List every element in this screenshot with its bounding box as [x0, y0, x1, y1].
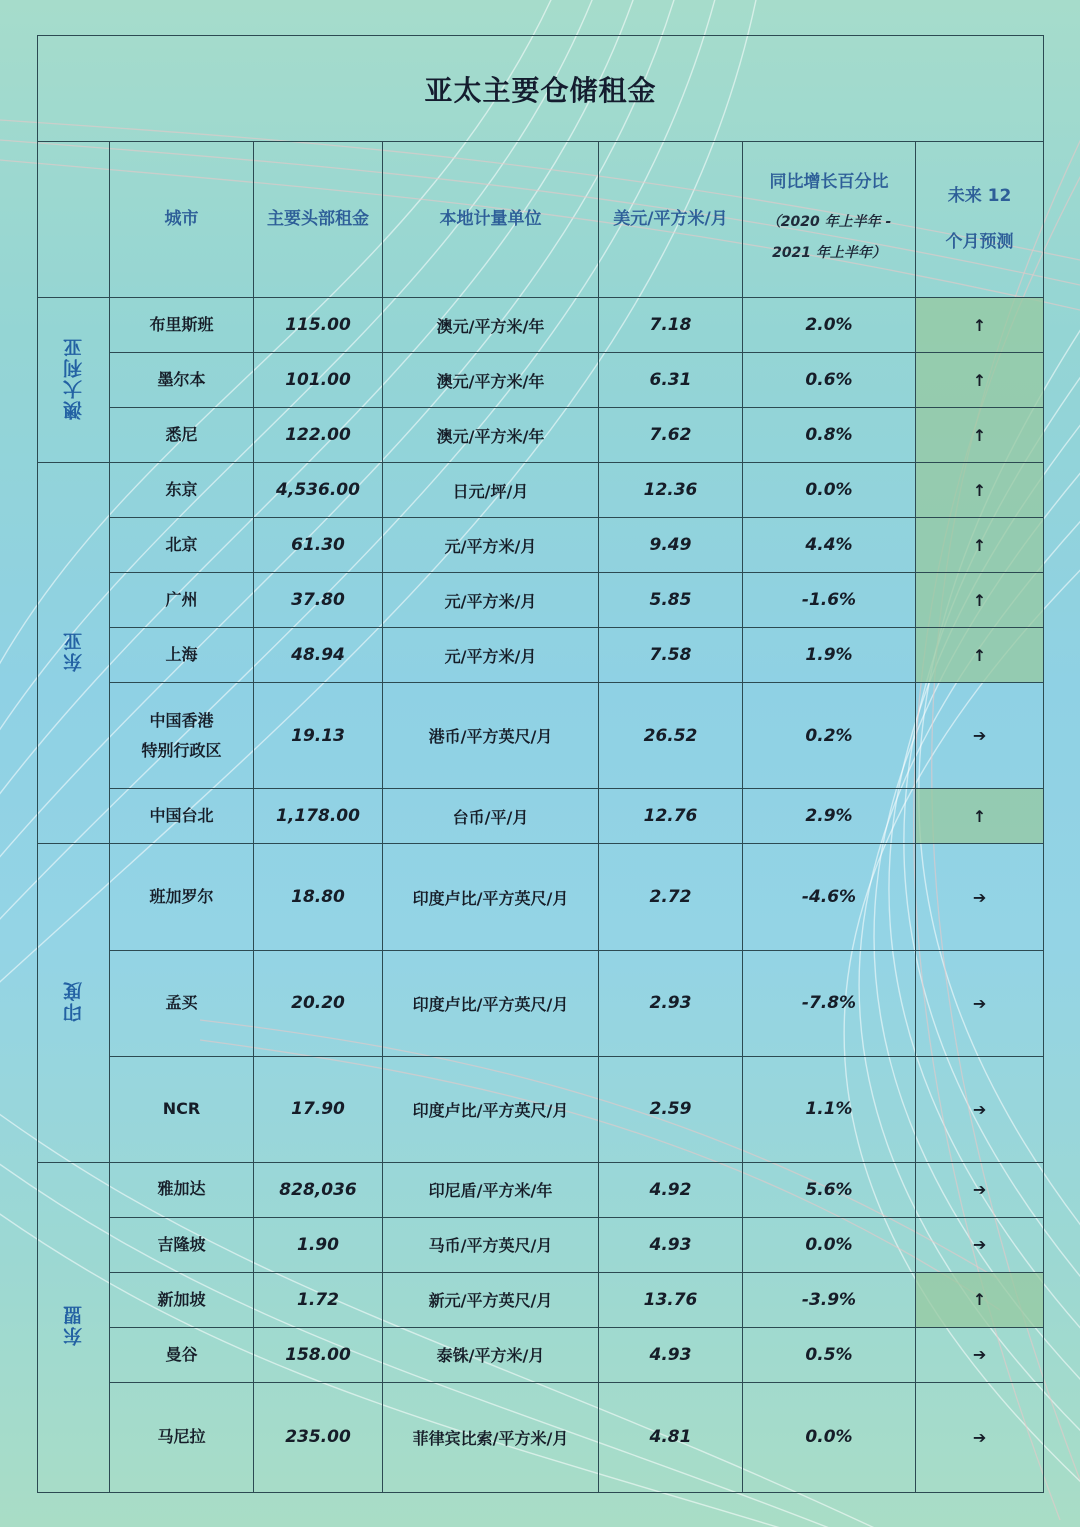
region-name: 东盟 [63, 1303, 85, 1346]
arrow-up-icon: ↑ [916, 573, 1044, 628]
yoy-cell: 1.1% [743, 1056, 916, 1162]
yoy-cell: -3.9% [743, 1272, 916, 1327]
table-row [38, 408, 1044, 463]
city-name: 雅加达 [157, 1179, 206, 1199]
city-cell [110, 628, 254, 683]
rent-cell: 101.00 [254, 353, 383, 408]
yoy-cell: 1.9% [743, 628, 916, 683]
arrow-up-icon: ↑ [916, 1272, 1044, 1327]
arrow-right-icon: ➔ [916, 844, 1044, 950]
header-unit: 本地计量单位 [383, 142, 599, 298]
unit-cell: 澳元/平方米/年 [383, 298, 599, 353]
rent-cell: 48.94 [254, 628, 383, 683]
yoy-cell: -7.8% [743, 950, 916, 1056]
rent-cell: 4,536.00 [254, 463, 383, 518]
arrow-up-icon: ↑ [916, 353, 1044, 408]
city-cell [110, 463, 254, 518]
city-name: 中国香港 [149, 710, 214, 730]
usd-cell: 7.58 [599, 628, 743, 683]
table-row [38, 518, 1044, 573]
city-name: 曼谷 [165, 1344, 198, 1364]
unit-cell: 澳元/平方米/年 [383, 408, 599, 463]
table-row [38, 683, 1044, 789]
table-row [38, 844, 1044, 950]
city-cell [110, 789, 254, 844]
table-row [38, 1056, 1044, 1162]
rent-cell: 828,036 [254, 1162, 383, 1217]
unit-cell: 印度卢比/平方英尺/月 [383, 844, 599, 950]
rent-cell: 158.00 [254, 1327, 383, 1382]
rent-cell: 1.72 [254, 1272, 383, 1327]
city-name: NCR [162, 1098, 201, 1118]
city-name: 东京 [165, 480, 198, 500]
usd-cell: 4.93 [599, 1327, 743, 1382]
city-name: 孟买 [165, 992, 198, 1012]
table-row [38, 950, 1044, 1056]
table-row [38, 1382, 1044, 1492]
arrow-right-icon: ➔ [916, 1217, 1044, 1272]
city-cell [110, 573, 254, 628]
city-cell [110, 518, 254, 573]
title-row [38, 36, 1044, 142]
usd-cell: 4.81 [599, 1382, 743, 1492]
arrow-up-icon: ↑ [916, 518, 1044, 573]
yoy-cell: 4.4% [743, 518, 916, 573]
yoy-cell: 2.9% [743, 789, 916, 844]
rent-table [37, 35, 1044, 1493]
table-row [38, 1217, 1044, 1272]
region-label [38, 298, 110, 463]
table-row [38, 573, 1044, 628]
header-forecast [916, 142, 1044, 298]
page-title: 亚太主要仓储租金 [38, 36, 1044, 142]
unit-cell: 泰铢/平方米/月 [383, 1327, 599, 1382]
city-name: 班加罗尔 [149, 886, 214, 906]
region-label [38, 1162, 110, 1492]
city-cell [110, 298, 254, 353]
region-name: 印度 [63, 979, 85, 1022]
unit-cell: 日元/坪/月 [383, 463, 599, 518]
city-cell [110, 683, 254, 789]
arrow-up-icon: ↑ [916, 628, 1044, 683]
unit-cell: 港币/平方英尺/月 [383, 683, 599, 789]
usd-cell: 26.52 [599, 683, 743, 789]
region-name: 东亚 [63, 629, 85, 672]
usd-cell: 12.76 [599, 789, 743, 844]
yoy-cell: 0.0% [743, 1217, 916, 1272]
city-name: 广州 [165, 590, 198, 610]
arrow-right-icon: ➔ [916, 1382, 1044, 1492]
usd-cell: 5.85 [599, 573, 743, 628]
rent-cell: 19.13 [254, 683, 383, 789]
usd-cell: 2.59 [599, 1056, 743, 1162]
unit-cell: 台币/平/月 [383, 789, 599, 844]
usd-cell: 4.93 [599, 1217, 743, 1272]
arrow-right-icon: ➔ [916, 1162, 1044, 1217]
arrow-right-icon: ➔ [916, 683, 1044, 789]
rent-cell: 37.80 [254, 573, 383, 628]
yoy-cell: 0.5% [743, 1327, 916, 1382]
header-forecast-line1: 未来 12 [947, 185, 1012, 206]
rent-cell: 20.20 [254, 950, 383, 1056]
city-name: 上海 [165, 645, 198, 665]
arrow-up-icon: ↑ [916, 789, 1044, 844]
rent-cell: 1,178.00 [254, 789, 383, 844]
unit-cell: 马币/平方英尺/月 [383, 1217, 599, 1272]
table-row [38, 1327, 1044, 1382]
region-label [38, 844, 110, 1162]
city-name: 墨尔本 [157, 370, 206, 389]
rent-cell: 17.90 [254, 1056, 383, 1162]
unit-cell: 澳元/平方米/年 [383, 353, 599, 408]
city-name: 中国台北 [149, 806, 214, 826]
unit-cell: 印尼盾/平方米/年 [383, 1162, 599, 1217]
yoy-cell: 2.0% [743, 298, 916, 353]
arrow-right-icon: ➔ [916, 1327, 1044, 1382]
header-rent: 主要头部租金 [254, 142, 383, 298]
city-name: 吉隆坡 [157, 1234, 206, 1254]
table-row [38, 628, 1044, 683]
header-city: 城市 [110, 142, 254, 298]
city-cell [110, 1327, 254, 1382]
city-name: 布里斯班 [149, 314, 214, 334]
yoy-cell: 0.8% [743, 408, 916, 463]
yoy-cell: 0.6% [743, 353, 916, 408]
city-name: 新加坡 [157, 1289, 206, 1309]
usd-cell: 7.18 [599, 298, 743, 353]
arrow-up-icon: ↑ [916, 408, 1044, 463]
header-row [38, 142, 1044, 298]
yoy-cell: 5.6% [743, 1162, 916, 1217]
header-yoy-label: 同比增长百分比 [769, 171, 889, 192]
yoy-cell: 0.0% [743, 463, 916, 518]
unit-cell: 元/平方米/月 [383, 518, 599, 573]
header-usd: 美元/平方米/月 [599, 142, 743, 298]
city-cell [110, 408, 254, 463]
usd-cell: 6.31 [599, 353, 743, 408]
table-row [38, 1162, 1044, 1217]
yoy-cell: -1.6% [743, 573, 916, 628]
rent-cell: 115.00 [254, 298, 383, 353]
unit-cell: 印度卢比/平方英尺/月 [383, 1056, 599, 1162]
city-cell [110, 1056, 254, 1162]
table-row [38, 463, 1044, 518]
city-cell [110, 353, 254, 408]
city-name: 马尼拉 [157, 1427, 206, 1447]
unit-cell: 元/平方米/月 [383, 573, 599, 628]
header-yoy-period-start: （2020 年上半年 - [766, 213, 892, 230]
usd-cell: 9.49 [599, 518, 743, 573]
table-row [38, 353, 1044, 408]
rent-cell: 18.80 [254, 844, 383, 950]
header-forecast-line2: 个月预测 [945, 231, 1014, 252]
usd-cell: 4.92 [599, 1162, 743, 1217]
rent-cell: 122.00 [254, 408, 383, 463]
region-name: 澳大利亚 [63, 335, 85, 420]
city-cell [110, 950, 254, 1056]
usd-cell: 2.93 [599, 950, 743, 1056]
region-label [38, 463, 110, 844]
unit-cell: 新元/平方英尺/月 [383, 1272, 599, 1327]
unit-cell: 菲律宾比索/平方米/月 [383, 1382, 599, 1492]
usd-cell: 12.36 [599, 463, 743, 518]
usd-cell: 2.72 [599, 844, 743, 950]
city-cell [110, 1217, 254, 1272]
city-name: 悉尼 [165, 425, 198, 445]
rent-cell: 235.00 [254, 1382, 383, 1492]
arrow-right-icon: ➔ [916, 950, 1044, 1056]
header-region [38, 142, 110, 298]
table-row [38, 789, 1044, 844]
arrow-up-icon: ↑ [916, 298, 1044, 353]
usd-cell: 13.76 [599, 1272, 743, 1327]
city-name: 北京 [165, 535, 198, 555]
city-cell [110, 844, 254, 950]
unit-cell: 元/平方米/月 [383, 628, 599, 683]
header-yoy [743, 142, 916, 298]
city-cell [110, 1162, 254, 1217]
city-cell [110, 1272, 254, 1327]
city-cell [110, 1382, 254, 1492]
rent-cell: 61.30 [254, 518, 383, 573]
rent-cell: 1.90 [254, 1217, 383, 1272]
unit-cell: 印度卢比/平方英尺/月 [383, 950, 599, 1056]
yoy-cell: -4.6% [743, 844, 916, 950]
header-yoy-period-end: 2021 年上半年） [772, 244, 886, 261]
table-row [38, 298, 1044, 353]
usd-cell: 7.62 [599, 408, 743, 463]
yoy-cell: 0.0% [743, 1382, 916, 1492]
arrow-up-icon: ↑ [916, 463, 1044, 518]
yoy-cell: 0.2% [743, 683, 916, 789]
arrow-right-icon: ➔ [916, 1056, 1044, 1162]
table-row [38, 1272, 1044, 1327]
city-name-line2: 特别行政区 [141, 740, 222, 760]
